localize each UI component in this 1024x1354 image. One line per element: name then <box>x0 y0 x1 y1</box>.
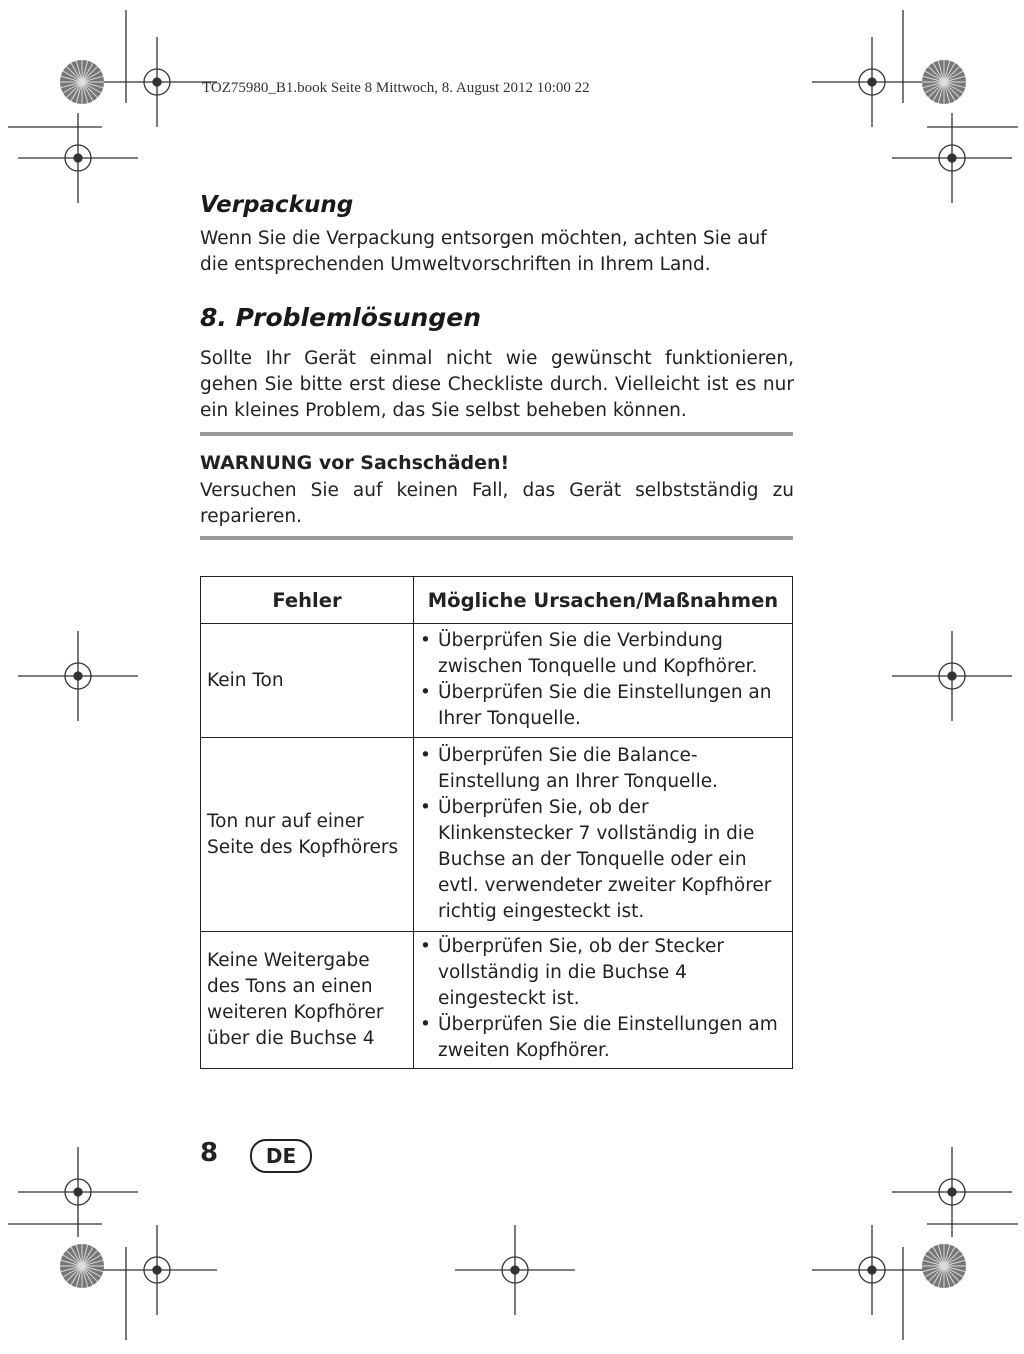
table-row <box>201 738 793 932</box>
error-cell: Keine Weitergabe des Tons an einen weiteren Kopfhörer über die Buchse 4 <box>201 932 414 1069</box>
packaging-text: Wenn Sie die Verpackung entsorgen möchten, achten Sie auf die entsprechenden Umweltvorschriften in Ihrem Land. <box>200 228 767 275</box>
measure-item: • Überprüfen Sie, ob der Stecker vollständig in die Buchse 4 eingesteckt ist. <box>420 934 788 1012</box>
troubleshooting-table <box>200 576 793 1069</box>
packaging-heading: Verpackung <box>200 192 354 218</box>
section-intro: Sollte Ihr Gerät einmal nicht wie gewünscht funktionieren, gehen Sie bitte erst diese Checkliste durch. Vielleicht ist es nur ein kleines Problem, das Sie selbst beheben können. <box>200 348 794 421</box>
warning-heading: WARNUNG vor Sachschäden! <box>200 452 510 474</box>
page-number: 8 <box>200 1138 219 1168</box>
error-cell: Ton nur auf einer Seite des Kopfhörers <box>201 738 414 932</box>
measure-item: • Überprüfen Sie, ob der Klinkenstecker 7 vollständig in die Buchse an der Tonquelle oder ein evtl. verwendeter zweiter Kopfhörer richtig eingesteckt ist. <box>420 795 788 925</box>
measure-item: • Überprüfen Sie die Balance-Einstellung an Ihrer Tonquelle. <box>420 743 788 795</box>
table-row <box>201 624 793 738</box>
warning-bottom-rule <box>200 536 793 540</box>
warning-top-rule <box>200 432 793 436</box>
print-slug: TOZ75980_B1.book Seite 8 Mittwoch, 8. August 2012 10:00 22 <box>202 80 590 96</box>
measure-item: • Überprüfen Sie die Einstellungen an Ihrer Tonquelle. <box>420 680 788 732</box>
measures-cell <box>414 624 793 738</box>
warning-text: Versuchen Sie auf keinen Fall, das Gerät selbstständig zu reparieren. <box>200 480 794 527</box>
header-error: Fehler <box>201 577 414 624</box>
measure-item: • Überprüfen Sie die Einstellungen am zweiten Kopfhörer. <box>420 1012 788 1064</box>
table-row <box>201 932 793 1069</box>
header-measures: Mögliche Ursachen/Maßnahmen <box>414 577 793 624</box>
measures-cell <box>414 932 793 1069</box>
section-heading: 8. Problemlösungen <box>200 303 481 332</box>
measures-cell <box>414 738 793 932</box>
error-cell: Kein Ton <box>201 624 414 738</box>
measure-item: • Überprüfen Sie die Verbindung zwischen Tonquelle und Kopfhörer. <box>420 628 788 680</box>
language-badge: DE <box>250 1139 312 1173</box>
table-header-row <box>201 577 793 624</box>
